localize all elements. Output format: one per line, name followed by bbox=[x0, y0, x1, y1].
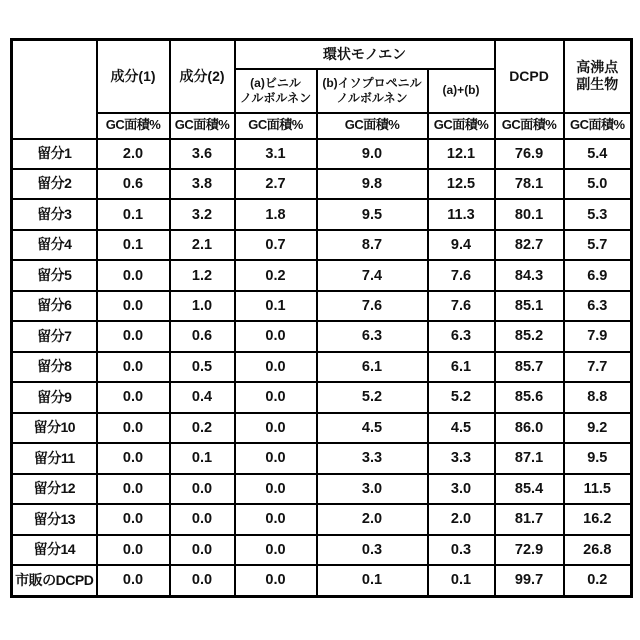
cell-value: 86.0 bbox=[495, 413, 564, 443]
cell-value: 0.4 bbox=[170, 382, 235, 412]
col-header-high-boiling-byproduct: 高沸点 副生物 bbox=[564, 40, 632, 113]
cell-value: 85.1 bbox=[495, 291, 564, 321]
cell-value: 7.6 bbox=[428, 291, 495, 321]
unit-label: GC面積% bbox=[317, 113, 428, 139]
unit-label: GC面積% bbox=[564, 113, 632, 139]
cell-value: 7.6 bbox=[317, 291, 428, 321]
cell-value: 0.1 bbox=[170, 443, 235, 473]
table-row bbox=[12, 504, 632, 534]
cell-value: 81.7 bbox=[495, 504, 564, 534]
cell-value: 9.5 bbox=[317, 199, 428, 229]
table-body bbox=[12, 139, 632, 597]
table-row bbox=[12, 169, 632, 199]
cell-value: 5.3 bbox=[564, 199, 632, 229]
fraction-composition-table bbox=[10, 38, 633, 598]
table-row bbox=[12, 565, 632, 596]
col-header-a-plus-b: (a)+(b) bbox=[428, 69, 495, 113]
cell-value: 84.3 bbox=[495, 260, 564, 290]
cell-value: 5.2 bbox=[317, 382, 428, 412]
cell-value: 5.7 bbox=[564, 230, 632, 260]
cell-value: 9.4 bbox=[428, 230, 495, 260]
cell-value: 9.2 bbox=[564, 413, 632, 443]
row-label: 留分13 bbox=[12, 504, 97, 534]
row-label: 留分3 bbox=[12, 199, 97, 229]
cell-value: 0.0 bbox=[97, 565, 170, 596]
cell-value: 12.1 bbox=[428, 139, 495, 169]
row-label: 留分4 bbox=[12, 230, 97, 260]
cell-value: 4.5 bbox=[317, 413, 428, 443]
cell-value: 5.4 bbox=[564, 139, 632, 169]
cell-value: 0.0 bbox=[235, 443, 317, 473]
cell-value: 0.7 bbox=[235, 230, 317, 260]
row-label: 留分8 bbox=[12, 352, 97, 382]
cell-value: 2.0 bbox=[428, 504, 495, 534]
cell-value: 3.2 bbox=[170, 199, 235, 229]
cell-value: 1.2 bbox=[170, 260, 235, 290]
cell-value: 0.0 bbox=[97, 413, 170, 443]
row-label: 留分12 bbox=[12, 474, 97, 504]
cell-value: 82.7 bbox=[495, 230, 564, 260]
cell-value: 87.1 bbox=[495, 443, 564, 473]
cell-value: 26.8 bbox=[564, 535, 632, 565]
cell-value: 85.7 bbox=[495, 352, 564, 382]
cell-value: 78.1 bbox=[495, 169, 564, 199]
cell-value: 0.3 bbox=[317, 535, 428, 565]
cell-value: 0.0 bbox=[235, 535, 317, 565]
table-row bbox=[12, 535, 632, 565]
row-label: 留分2 bbox=[12, 169, 97, 199]
cell-value: 0.1 bbox=[235, 291, 317, 321]
table-row bbox=[12, 260, 632, 290]
row-label: 留分6 bbox=[12, 291, 97, 321]
cell-value: 0.0 bbox=[170, 474, 235, 504]
row-label: 留分7 bbox=[12, 321, 97, 351]
header-row-groups bbox=[12, 40, 632, 69]
unit-label: GC面積% bbox=[235, 113, 317, 139]
cell-value: 0.0 bbox=[235, 474, 317, 504]
cell-value: 0.0 bbox=[170, 565, 235, 596]
cell-value: 3.8 bbox=[170, 169, 235, 199]
col-header-cyclic-monoene: 環状モノエン bbox=[235, 40, 495, 69]
row-label: 市販のDCPD bbox=[12, 565, 97, 596]
table-row bbox=[12, 139, 632, 169]
cell-value: 8.8 bbox=[564, 382, 632, 412]
cell-value: 0.3 bbox=[428, 535, 495, 565]
cell-value: 3.0 bbox=[428, 474, 495, 504]
cell-value: 7.4 bbox=[317, 260, 428, 290]
cell-value: 2.7 bbox=[235, 169, 317, 199]
cell-value: 0.1 bbox=[97, 230, 170, 260]
cell-value: 0.0 bbox=[97, 352, 170, 382]
cell-value: 3.0 bbox=[317, 474, 428, 504]
cell-value: 0.6 bbox=[170, 321, 235, 351]
row-label: 留分5 bbox=[12, 260, 97, 290]
cell-value: 72.9 bbox=[495, 535, 564, 565]
cell-value: 0.0 bbox=[97, 504, 170, 534]
cell-value: 0.0 bbox=[97, 260, 170, 290]
cell-value: 0.5 bbox=[170, 352, 235, 382]
cell-value: 12.5 bbox=[428, 169, 495, 199]
table-row bbox=[12, 199, 632, 229]
cell-value: 0.1 bbox=[428, 565, 495, 596]
cell-value: 0.2 bbox=[170, 413, 235, 443]
cell-value: 0.0 bbox=[97, 321, 170, 351]
cell-value: 11.3 bbox=[428, 199, 495, 229]
cell-value: 3.6 bbox=[170, 139, 235, 169]
cell-value: 6.1 bbox=[317, 352, 428, 382]
col-header-component-2: 成分(2) bbox=[170, 40, 235, 113]
cell-value: 9.0 bbox=[317, 139, 428, 169]
cell-value: 2.1 bbox=[170, 230, 235, 260]
cell-value: 6.9 bbox=[564, 260, 632, 290]
cell-value: 0.0 bbox=[235, 413, 317, 443]
cell-value: 1.8 bbox=[235, 199, 317, 229]
cell-value: 0.0 bbox=[97, 291, 170, 321]
cell-value: 0.0 bbox=[170, 504, 235, 534]
cell-value: 0.0 bbox=[235, 565, 317, 596]
cell-value: 0.0 bbox=[235, 321, 317, 351]
cell-value: 6.3 bbox=[564, 291, 632, 321]
unit-label: GC面積% bbox=[170, 113, 235, 139]
table-row bbox=[12, 321, 632, 351]
cell-value: 2.0 bbox=[97, 139, 170, 169]
cell-value: 7.7 bbox=[564, 352, 632, 382]
cell-value: 0.1 bbox=[97, 199, 170, 229]
row-label: 留分14 bbox=[12, 535, 97, 565]
cell-value: 1.0 bbox=[170, 291, 235, 321]
cell-value: 3.3 bbox=[428, 443, 495, 473]
row-label: 留分10 bbox=[12, 413, 97, 443]
table-row bbox=[12, 352, 632, 382]
cell-value: 0.0 bbox=[235, 382, 317, 412]
cell-value: 99.7 bbox=[495, 565, 564, 596]
cell-value: 3.3 bbox=[317, 443, 428, 473]
cell-value: 85.4 bbox=[495, 474, 564, 504]
cell-value: 7.6 bbox=[428, 260, 495, 290]
cell-value: 0.0 bbox=[170, 535, 235, 565]
cell-value: 9.8 bbox=[317, 169, 428, 199]
cell-value: 0.6 bbox=[97, 169, 170, 199]
unit-label: GC面積% bbox=[428, 113, 495, 139]
cell-value: 16.2 bbox=[564, 504, 632, 534]
cell-value: 0.0 bbox=[235, 504, 317, 534]
row-label: 留分11 bbox=[12, 443, 97, 473]
table-row bbox=[12, 382, 632, 412]
table-row bbox=[12, 413, 632, 443]
cell-value: 5.2 bbox=[428, 382, 495, 412]
cell-value: 0.1 bbox=[317, 565, 428, 596]
table-row bbox=[12, 474, 632, 504]
header-row-units bbox=[12, 113, 632, 139]
cell-value: 3.1 bbox=[235, 139, 317, 169]
col-header-component-1: 成分(1) bbox=[97, 40, 170, 113]
col-header-isopropenyl-norbornene: (b)イソプロペニル ノルボルネン bbox=[317, 69, 428, 113]
cell-value: 85.2 bbox=[495, 321, 564, 351]
row-label: 留分9 bbox=[12, 382, 97, 412]
unit-label: GC面積% bbox=[495, 113, 564, 139]
cell-value: 9.5 bbox=[564, 443, 632, 473]
cell-value: 0.2 bbox=[235, 260, 317, 290]
row-label: 留分1 bbox=[12, 139, 97, 169]
cell-value: 0.0 bbox=[97, 535, 170, 565]
col-header-dcpd: DCPD bbox=[495, 40, 564, 113]
cell-value: 85.6 bbox=[495, 382, 564, 412]
corner-cell bbox=[12, 40, 97, 139]
cell-value: 7.9 bbox=[564, 321, 632, 351]
cell-value: 0.2 bbox=[564, 565, 632, 596]
cell-value: 80.1 bbox=[495, 199, 564, 229]
cell-value: 11.5 bbox=[564, 474, 632, 504]
cell-value: 0.0 bbox=[97, 443, 170, 473]
table-row bbox=[12, 230, 632, 260]
col-header-vinyl-norbornene: (a)ビニル ノルボルネン bbox=[235, 69, 317, 113]
cell-value: 6.1 bbox=[428, 352, 495, 382]
table-row bbox=[12, 443, 632, 473]
cell-value: 0.0 bbox=[97, 382, 170, 412]
cell-value: 6.3 bbox=[317, 321, 428, 351]
cell-value: 0.0 bbox=[235, 352, 317, 382]
cell-value: 4.5 bbox=[428, 413, 495, 443]
cell-value: 8.7 bbox=[317, 230, 428, 260]
table-row bbox=[12, 291, 632, 321]
cell-value: 6.3 bbox=[428, 321, 495, 351]
cell-value: 2.0 bbox=[317, 504, 428, 534]
cell-value: 76.9 bbox=[495, 139, 564, 169]
cell-value: 0.0 bbox=[97, 474, 170, 504]
cell-value: 5.0 bbox=[564, 169, 632, 199]
unit-label: GC面積% bbox=[97, 113, 170, 139]
